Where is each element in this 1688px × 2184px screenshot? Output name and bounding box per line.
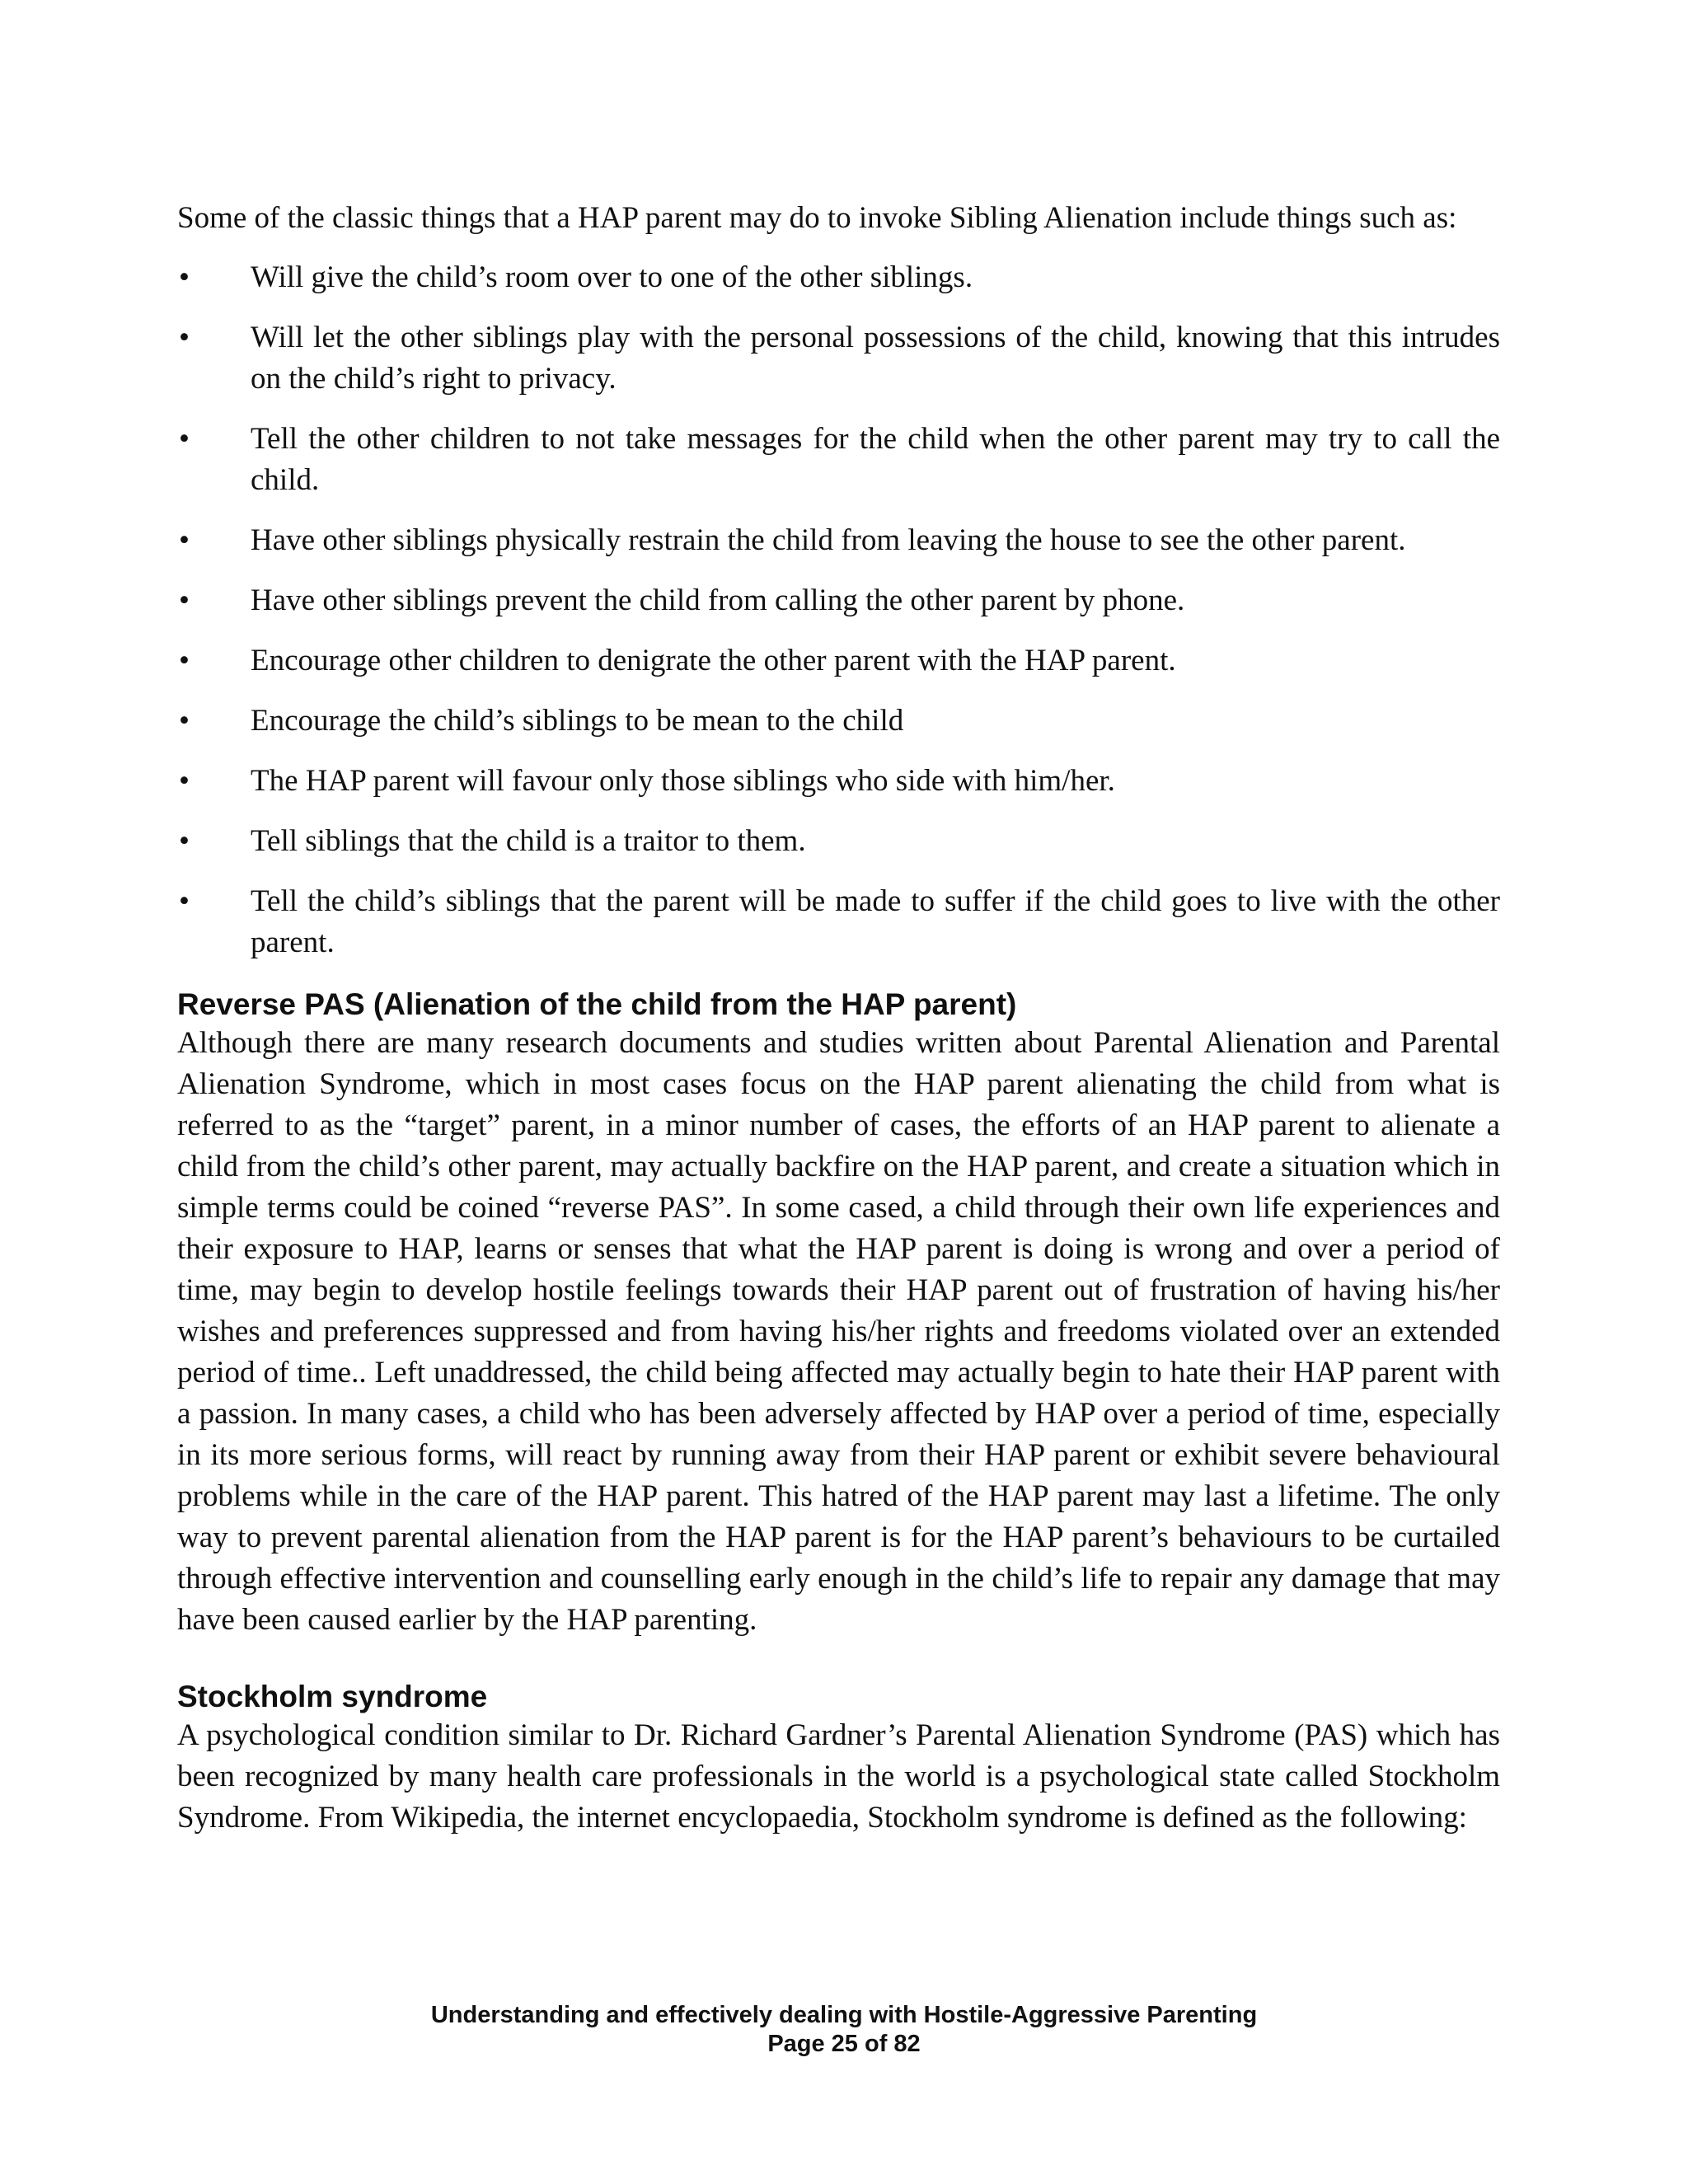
intro-paragraph: Some of the classic things that a HAP parent may do to invoke Sibling Alienation include things such as:: [177, 201, 1457, 235]
bullet-icon: •: [179, 824, 190, 858]
list-item-text: Have other siblings physically restrain the child from leaving the house to see the other parent.: [251, 523, 1406, 557]
list-item-text: Will give the child’s room over to one of the other siblings.: [251, 260, 973, 294]
list-item-text: Have other siblings prevent the child from calling the other parent by phone.: [251, 583, 1185, 617]
sibling-alienation-list: [177, 257, 1500, 963]
list-item: [177, 419, 1500, 501]
bullet-icon: •: [179, 644, 190, 677]
page-number: Page 25 of 82: [767, 2031, 921, 2057]
list-item-text: Tell the child’s siblings that the parent will be made to suffer if the child goes to live with the other parent.: [251, 884, 1500, 959]
bullet-icon: •: [179, 321, 190, 354]
list-item: [177, 257, 1500, 298]
list-item-text: Encourage the child’s siblings to be mean to the child: [251, 704, 904, 738]
list-item-text: Tell the other children to not take messages for the child when the other parent may try to call the child.: [251, 422, 1500, 497]
list-item-text: Will let the other siblings play with the personal possessions of the child, knowing that this intrudes on the child’s right to privacy.: [251, 321, 1500, 396]
list-item-text: Encourage other children to denigrate the other parent with the HAP parent.: [251, 644, 1176, 677]
list-item: [177, 520, 1500, 561]
page-footer: [0, 2001, 1688, 2059]
list-item: [177, 640, 1500, 682]
bullet-icon: •: [179, 704, 190, 738]
page-content: [177, 198, 1500, 1839]
bullet-icon: •: [179, 884, 190, 918]
list-item: [177, 881, 1500, 963]
section-heading-stockholm: Stockholm syndrome: [177, 1680, 488, 1713]
bullet-icon: •: [179, 764, 190, 798]
list-item-text: The HAP parent will favour only those siblings who side with him/her.: [251, 764, 1115, 798]
bullet-icon: •: [179, 523, 190, 557]
list-item-text: Tell siblings that the child is a traitor to them.: [251, 824, 806, 858]
list-item: [177, 821, 1500, 862]
stockholm-paragraph: A psychological condition similar to Dr. Richard Gardner’s Parental Alienation Syndrome (PAS) which has been recognized by many health care professionals in the world is a psychological state called Stockholm Syndrome. From Wikipedia, the internet encyclopaedia, Stockholm syndrome is defined as the following:: [177, 1718, 1500, 1835]
list-item: [177, 317, 1500, 400]
bullet-icon: •: [179, 422, 190, 456]
footer-title: Understanding and effectively dealing with Hostile-Aggressive Parenting: [430, 2002, 1258, 2028]
bullet-icon: •: [179, 583, 190, 617]
section-heading-reverse-pas: Reverse PAS (Alienation of the child from the HAP parent): [177, 987, 1017, 1021]
bullet-icon: •: [179, 260, 190, 294]
reverse-pas-paragraph: Although there are many research documents and studies written about Parental Alienation and Parental Alienation Syndrome, which in most cases focus on the HAP parent alienating the child from what is referred to as the “target” parent, in a minor number of cases, the efforts of an HAP parent to alienate a child from the child’s other parent, may actually backfire on the HAP parent, and create a situation which in simple terms could be coined “reverse PAS”. In some cased, a child through their own life experiences and their exposure to HAP, learns or senses that what the HAP parent is doing is wrong and over a period of time, may begin to develop hostile feelings towards their HAP parent out of frustration of having his/her wishes and preferences suppressed and from having his/her rights and freedoms violated over an extended period of time.. Left unaddressed, the child being affected may actually begin to hate their HAP parent with a passion. In many cases, a child who has been adversely affected by HAP over a period of time, especially in its more serious forms, will react by running away from their HAP parent or exhibit severe behavioural problems while in the care of the HAP parent. This hatred of the HAP parent may last a lifetime. The only way to prevent parental alienation from the HAP parent is for the HAP parent’s behaviours to be curtailed through effective intervention and counselling early enough in the child’s life to repair any damage that may have been caused earlier by the HAP parenting.: [177, 1026, 1500, 1637]
list-item: [177, 580, 1500, 621]
list-item: [177, 701, 1500, 742]
list-item: [177, 761, 1500, 802]
